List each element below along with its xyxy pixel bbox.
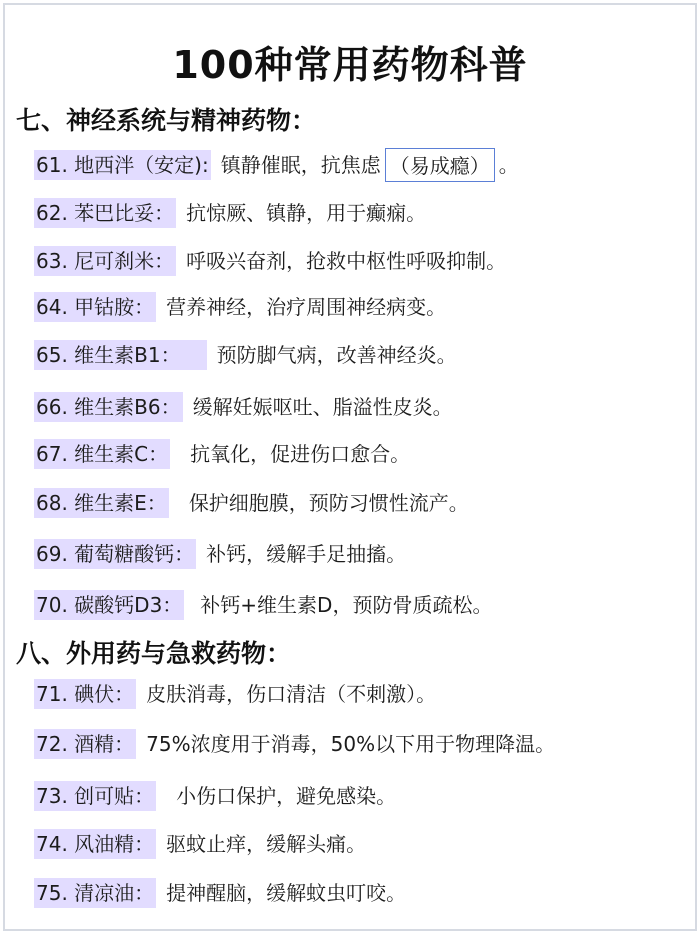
- drug-name: 70. 碳酸钙D3：: [34, 590, 184, 620]
- section-heading-external-emergency: 八、外用药与急救药物：: [16, 639, 292, 668]
- drug-description: 小伤口保护，避免感染。: [176, 784, 397, 808]
- drug-name: 65. 维生素B1：: [34, 340, 207, 370]
- list-item: [34, 829, 366, 859]
- list-item: [34, 539, 406, 569]
- drug-name: 73. 创可贴：: [34, 781, 156, 811]
- drug-name: 63. 尼可刹米：: [34, 246, 176, 276]
- drug-name: 71. 碘伏：: [34, 679, 136, 709]
- drug-description: 镇静催眠，抗焦虑: [220, 153, 381, 177]
- drug-name: 67. 维生素C：: [34, 439, 170, 469]
- list-item: [34, 439, 410, 469]
- drug-description: 呼吸兴奋剂，抢救中枢性呼吸抑制。: [186, 249, 507, 273]
- list-item: [34, 878, 406, 908]
- drug-name: 61. 地西泮（安定):: [34, 150, 211, 180]
- list-item: [34, 679, 436, 709]
- page-title: 100种常用药物科普: [172, 43, 528, 87]
- highlight-box: （易成瘾）: [385, 148, 495, 182]
- drug-description-end: 。: [498, 153, 519, 177]
- drug-description: 提神醒脑，缓解蚊虫叮咬。: [166, 881, 407, 905]
- list-item: [34, 392, 453, 422]
- list-item: [34, 150, 519, 180]
- list-item: [34, 340, 457, 370]
- drug-name: 72. 酒精：: [34, 729, 136, 759]
- drug-description: 补钙，缓解手足抽搐。: [206, 542, 407, 566]
- list-item: [34, 729, 555, 759]
- list-item: [34, 198, 426, 228]
- drug-description: 驱蚊止痒，缓解头痛。: [166, 832, 367, 856]
- drug-description: 75%浓度用于消毒，50%以下用于物理降温。: [146, 732, 556, 756]
- list-item: [34, 292, 446, 322]
- drug-name: 75. 清凉油：: [34, 878, 156, 908]
- drug-description: 营养神经，治疗周围神经病变。: [166, 295, 447, 319]
- drug-name: 69. 葡萄糖酸钙：: [34, 539, 196, 569]
- list-item: [34, 781, 396, 811]
- list-item: [34, 488, 469, 518]
- list-item: [34, 590, 492, 620]
- section-heading-nervous-system: 七、神经系统与精神药物：: [16, 106, 317, 135]
- drug-description: 补钙+维生素D，预防骨质疏松。: [200, 593, 493, 617]
- drug-description: 保护细胞膜，预防习惯性流产。: [188, 491, 469, 515]
- drug-name: 66. 维生素B6：: [34, 392, 183, 422]
- drug-description: 缓解妊娠呕吐、脂溢性皮炎。: [192, 395, 453, 419]
- drug-name: 64. 甲钴胺：: [34, 292, 156, 322]
- drug-name: 62. 苯巴比妥：: [34, 198, 176, 228]
- drug-description: 抗氧化，促进伤口愈合。: [190, 442, 411, 466]
- drug-name: 74. 风油精：: [34, 829, 156, 859]
- drug-description: 抗惊厥、镇静，用于癫痫。: [186, 201, 427, 225]
- drug-name: 68. 维生素E：: [34, 488, 169, 518]
- drug-description: 预防脚气病，改善神经炎。: [216, 343, 457, 367]
- drug-description: 皮肤消毒，伤口清洁（不刺激）。: [146, 682, 437, 706]
- list-item: [34, 246, 506, 276]
